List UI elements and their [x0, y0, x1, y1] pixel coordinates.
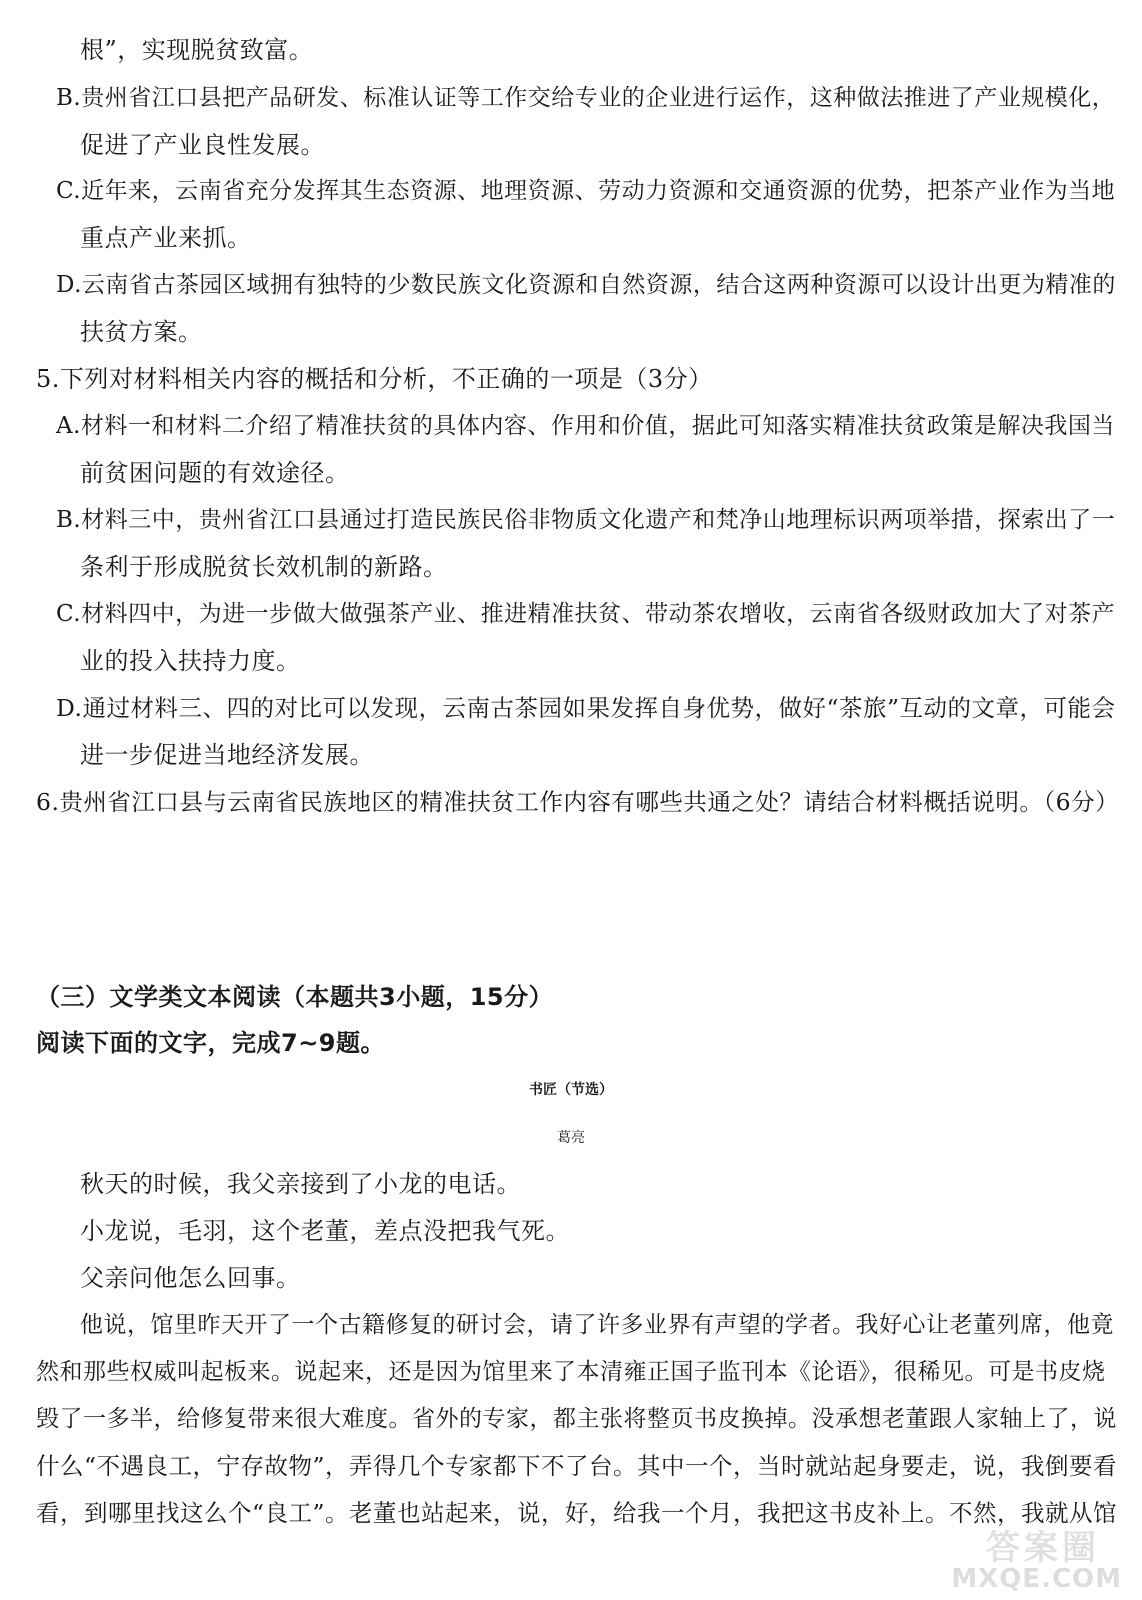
watermark-mark: 答案圈 — [986, 1528, 1100, 1568]
paragraph-4-line2: 然和那些权威叫起板来。说起来，还是因为馆里来了本清雍正国子监刊本《论语》，很稀见。可是书皮烧 — [36, 1359, 1106, 1385]
section-heading: （三）文学类文本阅读（本题共3小题，15分） — [36, 983, 554, 1011]
q5-option-c-line2: 业的投入扶持力度。 — [80, 647, 301, 675]
q5-option-a-line2: 前贫困问题的有效途径。 — [80, 459, 350, 487]
paragraph-4-line3: 毁了一多半，给修复带来很大难度。省外的专家，都主张将整页书皮换掉。没承想老董跟人家轴上了，说 — [36, 1406, 1117, 1432]
q4-prev-option-end: 根”，实现脱贫致富。 — [80, 36, 314, 64]
q5-option-b-line1: B.材料三中，贵州省江口县通过打造民族民俗非物质文化遗产和梵净山地理标识两项举措，探索出了一 — [56, 507, 1116, 533]
q5-option-c-line1: C.材料四中，为进一步做大做强茶产业、推进精准扶贫、带动茶农增收，云南省各级财政加大了对茶产 — [56, 601, 1116, 627]
q4-option-b-line1: B.贵州省江口县把产品研发、标准认证等工作交给专业的企业进行运作，这种做法推进了产业规模化， — [56, 85, 1116, 111]
q6-stem: 6.贵州省江口县与云南省民族地区的精准扶贫工作内容有哪些共通之处？请结合材料概括说明。（6分） — [36, 788, 1120, 816]
paragraph-2: 小龙说，毛羽，这个老董，差点没把我气死。 — [80, 1217, 570, 1245]
q4-option-c-line2: 重点产业来抓。 — [80, 224, 252, 252]
q5-option-b-line2: 条利于形成脱贫长效机制的新路。 — [80, 553, 448, 581]
q5-option-d-line1: D.通过材料三、四的对比可以发现，云南古茶园如果发挥自身优势，做好“茶旅”互动的文章，可能会 — [56, 694, 1116, 722]
q5-stem: 5.下列对材料相关内容的概括和分析，不正确的一项是（3分） — [36, 365, 713, 393]
paragraph-4-line1: 他说，馆里昨天开了一个古籍修复的研讨会，请了许多业界有声望的学者。我好心让老董列席，他竟 — [80, 1312, 1114, 1338]
q4-option-c-line1: C.近年来，云南省充分发挥其生态资源、地理资源、劳动力资源和交通资源的优势，把茶产业作为当地 — [56, 178, 1116, 204]
paragraph-3: 父亲问他怎么回事。 — [80, 1264, 301, 1292]
reading-instruction: 阅读下面的文字，完成7~9题。 — [36, 1029, 386, 1057]
q4-option-d-line1: D.云南省古茶园区域拥有独特的少数民族文化资源和自然资源，结合这两种资源可以设计出更为精准的 — [56, 272, 1116, 298]
paragraph-4-line5: 看，到哪里找这么个“良工”。老董也站起来，说，好，给我一个月，我把这书皮补上。不然，我就从馆 — [36, 1499, 1118, 1527]
paragraph-1: 秋天的时候，我父亲接到了小龙的电话。 — [80, 1170, 521, 1198]
paragraph-4-line4: 什么“不遇良工，宁存故物”，弄得几个专家都下不了台。其中一个，当时就站起身要走，说，我倒要看 — [36, 1452, 1118, 1480]
watermark-domain: MXQE.COM — [951, 1564, 1122, 1594]
q4-option-d-line2: 扶贫方案。 — [80, 318, 203, 346]
q4-option-b-line2: 促进了产业良性发展。 — [80, 131, 325, 159]
watermark-logo — [920, 1520, 1130, 1594]
article-title: 书匠（节选） — [529, 1082, 613, 1098]
q5-option-d-line2: 进一步促进当地经济发展。 — [80, 741, 374, 769]
q5-option-a-line1: A.材料一和材料二介绍了精准扶贫的具体内容、作用和价值，据此可知落实精准扶贫政策是解决我国当 — [56, 413, 1115, 439]
article-author: 葛亮 — [557, 1130, 585, 1146]
